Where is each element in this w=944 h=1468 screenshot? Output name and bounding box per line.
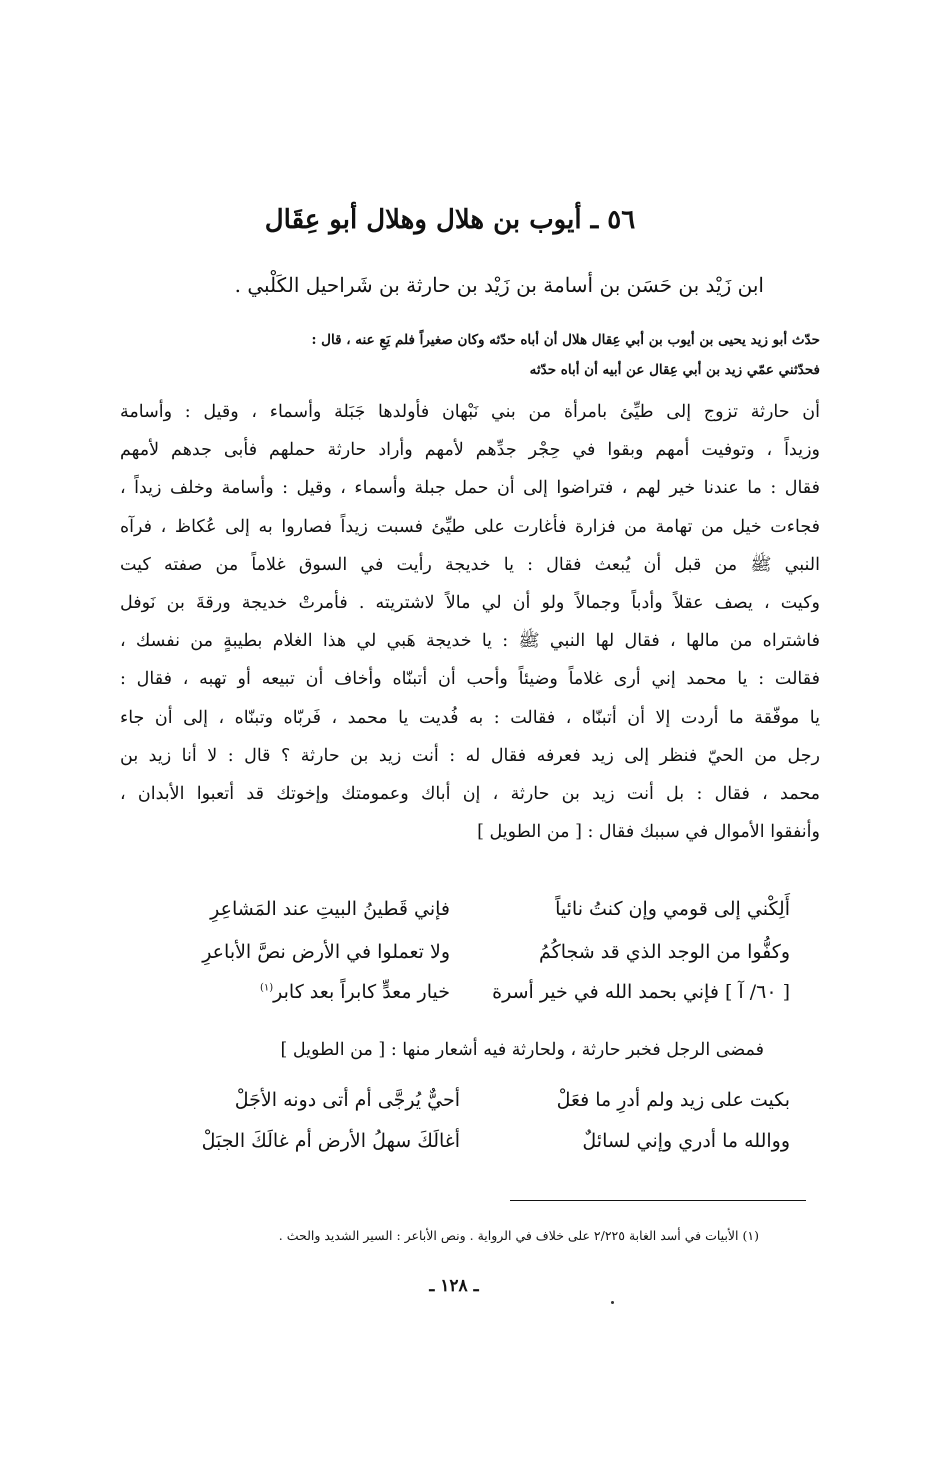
body-text (120, 393, 820, 851)
verse-first-hemistich: [ ٦٠/ آ ] فإني بحمد الله في خير أسرة (492, 981, 790, 1003)
poem-verse (130, 1130, 790, 1172)
poem-verse (130, 898, 790, 940)
poem-verse (130, 981, 790, 1023)
isnad-line: حدّث أبو زيد يحيى بن أيوب بن أبي عِقال هلال أن أباه حدّثه وكان صغيراً فلم يَعِ عنه ، قال : (311, 332, 820, 348)
isnad-line: فحدّثني عمّي زيد بن أبي عِقال عن أبيه أن أباه حدّثه (529, 362, 820, 378)
verse-second-hemistich: أغالَكَ سهلُ الأرض أم غالَكَ الجبَلْ (201, 1130, 460, 1152)
body-line: أن حارثة تزوج إلى طيِّئ بامرأة من بني نَبْهان فأولدها جَبَلة وأسماء ، وقيل : وأسامة (120, 402, 820, 422)
body-line: النبي ﷺ من قبل أن يُبعث فقال : يا خديجة رأيت في السوق غلاماً من صفته كيت (120, 554, 820, 575)
isnad-block (120, 325, 820, 385)
verse-first-hemistich: وكفُّوا من الوجد الذي قد شجاكُمُ (539, 941, 790, 963)
verse-first-hemistich: ووالله ما أدري وإني لسائلٌ (582, 1130, 790, 1152)
body-line: فاشتراه من مالها ، فقال لها النبي ﷺ : يا خديجة هَبي لي هذا الغلام بطيبةٍ من نفسك ، (120, 631, 820, 652)
footnote-marker: (١) (259, 982, 274, 994)
verse-text: خيار معدٍّ كابراً بعد كابر (273, 981, 450, 1003)
scan-speck (611, 1301, 614, 1304)
prose-line: فمضى الرجل فخبر حارثة ، ولحارثة فيه أشعار منها : [ من الطويل ] (280, 1040, 764, 1060)
body-line: وأنفقوا الأموال في سببك فقال : [ من الطويل ] (477, 822, 820, 843)
poem-verse (130, 941, 790, 983)
verse-second-hemistich: ولا تعملوا في الأرض نصَّ الأباعرِ (202, 941, 450, 963)
page-number: ـ ١٢٨ ـ (429, 1276, 479, 1296)
verse-second-hemistich: أحيٌّ يُرجَّى أم أتى دونه الأجَلْ (234, 1089, 460, 1111)
verse-first-hemistich: بكيت على زيد ولم أدرِ ما فعَلْ (556, 1089, 790, 1111)
verse-first-hemistich: أَلِكْني إلى قومي وإن كنتُ نائياً (555, 898, 790, 920)
poem-verse (130, 1089, 790, 1131)
body-line: وزيداً ، وتوفيت أمهم وبقوا في حِجْر جدِّهم لأمهم وأراد حارثة حملهم فأبى جدهم لأمهم (120, 440, 820, 461)
body-line: فجاءت خيل من تهامة من فزارة فأغارت على طيِّئ فسبت زيداً فصاروا به إلى عُكاظ ، فرآه (120, 516, 820, 537)
body-line: محمد ، فقال : بل أنت زيد بن حارثة ، إن أباك وعمومتك وإخوتك قد أتعبوا الأبدان ، (120, 783, 820, 804)
body-line: رجل من الحيّ فنظر إلى زيد فعرفه فقال له : أنت زيد بن حارثة ؟ قال : لا أنا زيد بن (120, 745, 820, 766)
body-line: وكيت ، يصف عقلاً وأدباً وجمالاً ولو أن لي مالاً لاشتريته . فأمرتْ خديجة ورقةَ بن نَوفل (120, 592, 820, 613)
footnote: (١) الأبيات في أسد الغابة ٢/٢٢٥ على خلاف في الرواية . ونص الأباعر : السير الشديد والحث . (278, 1228, 759, 1243)
footnote-divider (510, 1200, 806, 1201)
verse-second-hemistich (130, 981, 450, 1023)
section-title: ٥٦ ـ أيوب بن هلال وهلال أبو عِقَال (264, 205, 636, 235)
verse-second-hemistich: فإني قَطينُ البيتِ عند المَشاعِرِ (210, 898, 450, 920)
body-line: فقالت : يا محمد إني أرى غلاماً وضيئاً وأحب أن أتبنّاه وأخاف أن تبيعه أو تهبه ، فقال : (120, 669, 820, 690)
lineage-line: ابن زَيْد بن حَسَن بن أسامة بن زَيْد بن حارثة بن شَراحيل الكَلْبي . (234, 273, 764, 297)
body-line: فقال : ما عندنا خير لهم ، فتراضوا إلى أن حمل جبلة وأسماء ، وقيل : وأسامة وخلف زيداً ، (120, 478, 820, 499)
body-line: يا موفّقة ما أردت إلا أن أتبنّاه ، فقالت : به فُديت يا محمد ، فَربّاه وتبنّاه ، إلى أن جاء (120, 707, 820, 728)
